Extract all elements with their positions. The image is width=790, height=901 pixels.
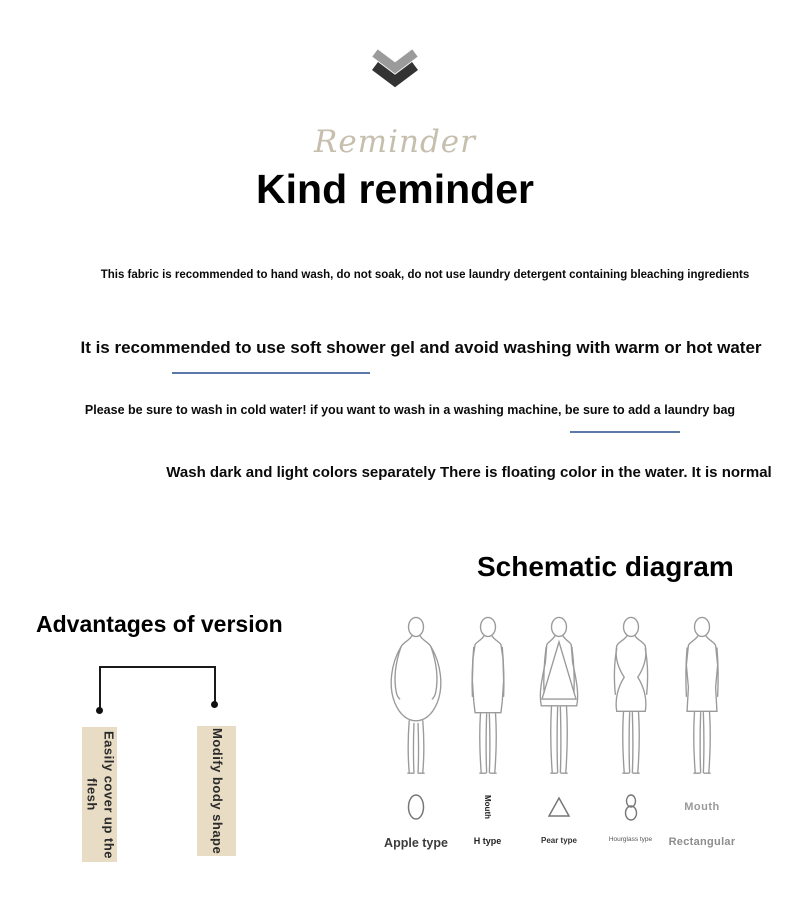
bracket-left-dot (96, 707, 103, 714)
oval-shape-icon (405, 792, 427, 822)
reminder-script-title: Reminder (314, 124, 476, 160)
figure-label-pear: Pear type (540, 836, 578, 845)
hourglass-shape-slot (623, 778, 639, 836)
hourglass-shape-icon (623, 793, 639, 821)
mouth-vertical-label: Mouth (483, 795, 492, 819)
underline-accent-2 (570, 431, 680, 433)
bracket-right-line (214, 666, 216, 702)
schematic-section-title: Schematic diagram (477, 551, 734, 582)
rectangular-shape-slot (684, 778, 719, 836)
bracket-left-line (99, 666, 101, 708)
figure-label-apple: Apple type (384, 836, 448, 850)
h-body-figure-illustration (454, 616, 522, 778)
figure-label-rectangular: Rectangular (668, 836, 736, 848)
apple-body-figure-illustration (382, 616, 450, 778)
pear-shape-slot (547, 778, 571, 836)
care-instruction-line-4: Wash dark and light colors separately There is floating color in the water. It is normal (166, 464, 772, 481)
care-instruction-line-2: It is recommended to use soft shower gel and avoid washing with warm or hot water (80, 338, 762, 357)
body-type-figure-row (383, 616, 735, 850)
bracket-right-dot (211, 701, 218, 708)
apple-shape-slot (405, 778, 427, 836)
figure-label-h: H type (473, 836, 502, 846)
figure-column-apple (383, 616, 449, 850)
mouth-label: Mouth (684, 801, 720, 813)
figure-column-pear (526, 616, 592, 850)
page-title: Kind reminder (256, 166, 534, 212)
advantages-section-title: Advantages of version (36, 611, 283, 637)
advantage-label-1: Easily cover up the flesh (84, 730, 117, 859)
underline-accent-1 (172, 372, 370, 374)
advantage-label-2: Modify body shape (209, 727, 225, 855)
figure-column-rectangular (669, 616, 735, 850)
rectangular-body-figure-illustration (668, 616, 736, 778)
figure-column-h (455, 616, 521, 850)
advantage-box-1 (82, 727, 117, 862)
care-instruction-line-3: Please be sure to wash in cold water! if you want to wash in a washing machine, be sure to add a laundry bag (84, 403, 736, 417)
pear-body-figure-illustration (525, 616, 593, 778)
hourglass-body-figure-illustration (597, 616, 665, 778)
advantage-box-2 (197, 726, 236, 856)
care-instruction-line-1: This fabric is recommended to hand wash, do not soak, do not use laundry detergent containing bleaching ingredients (100, 269, 750, 281)
h-shape-slot (483, 778, 492, 836)
bracket-horizontal-line (99, 666, 216, 668)
chevron-down-icon (369, 48, 421, 97)
triangle-shape-icon (547, 796, 571, 818)
figure-label-hourglass: Hourglass type (608, 836, 653, 843)
figure-column-hourglass (598, 616, 664, 850)
